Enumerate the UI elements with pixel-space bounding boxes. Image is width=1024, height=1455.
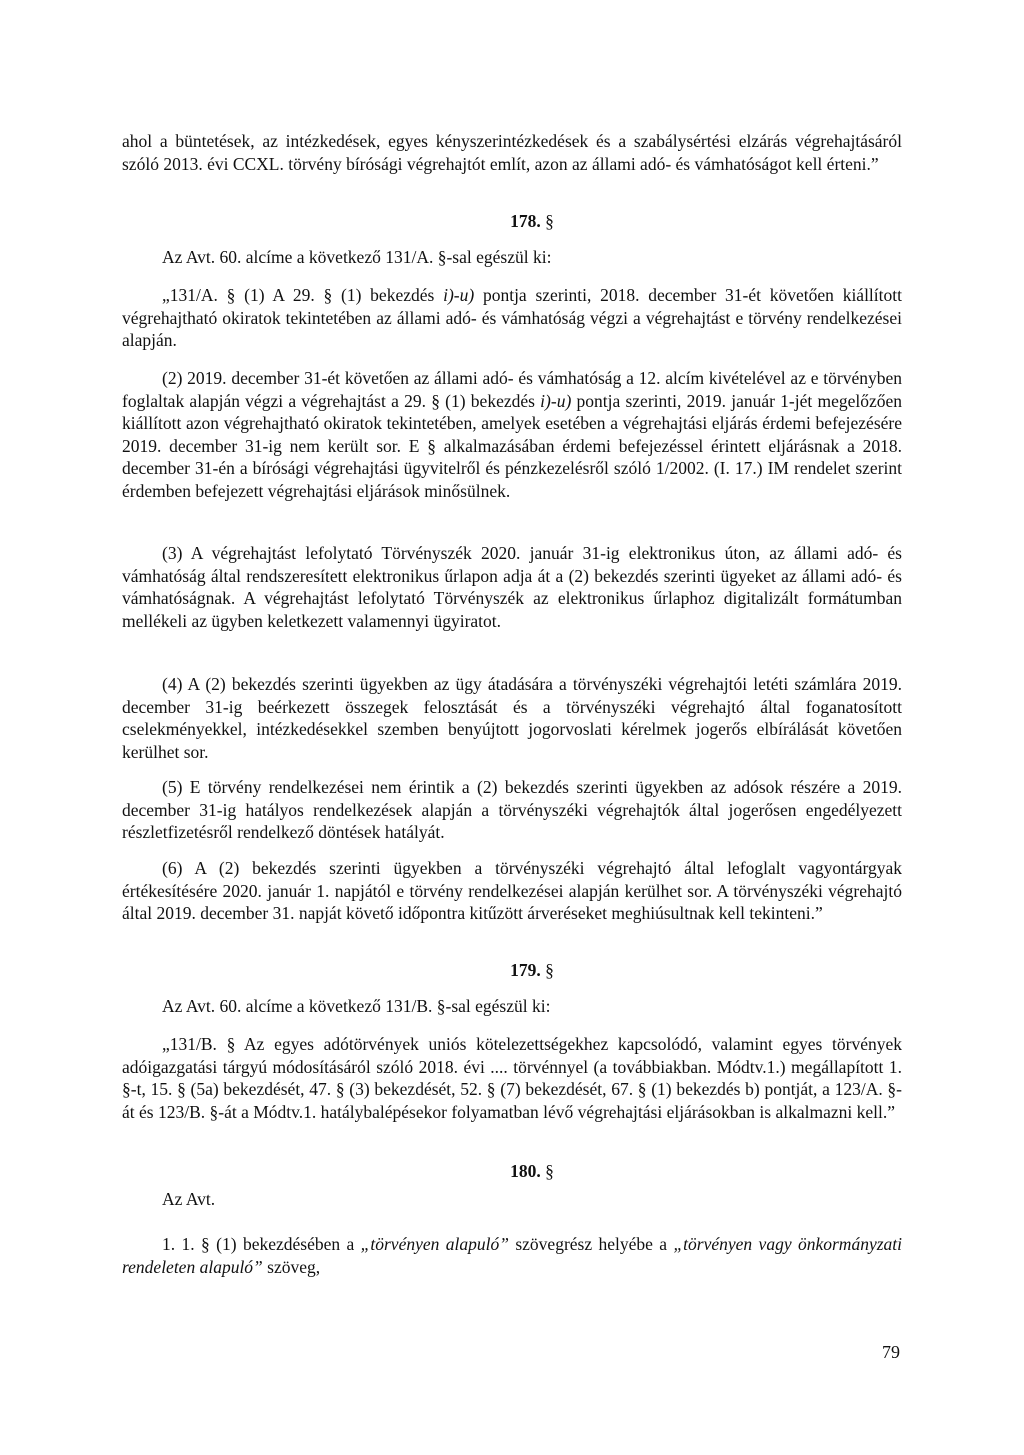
paragraph-131a-1 <box>122 284 902 352</box>
text: 1. 1. § (1) bekezdésében a <box>162 1234 361 1254</box>
italic-text: „törvényen vagy önkormányzati rendeleten alapuló” <box>122 1234 902 1277</box>
paragraph-131a-3: (3) A végrehajtást lefolytató Törvényszék 2020. január 31-ig elektronikus úton, az állami adó- és vámhatóság által rendszeresített elektronikus űrlapon adja át a (2) bekezdés szerinti ügyeket az állami adó- és vámhatóságnak. A végrehajtást lefolytató Törvényszék az elektronikus űrlaphoz digitalizált formátumban mellékeli az ügyben keletkezett valamennyi ügyiratot. <box>122 543 902 631</box>
italic-text: i)-u) <box>443 285 475 305</box>
page-number: 79 <box>882 1342 900 1362</box>
italic-text: i)-u) <box>540 390 572 411</box>
text: szövegrész helyébe a <box>508 1234 674 1254</box>
text: szöveg, <box>262 1256 321 1277</box>
text: „131/A. § (1) A 29. § (1) bekezdés <box>162 285 444 305</box>
paragraph-131a-5: (5) E törvény rendelkezései nem érintik a (2) bekezdés szerinti ügyekben az adósok részére a 2019. december 31-ig hatályos rendelkezések alapján a törvényszéki végrehajtók által jogerősen engedélyezett részletfizetésről rendelkező döntések hatályát. <box>122 777 902 843</box>
section-180-heading <box>0 1161 1024 1182</box>
text: (2) 2019. december 31-ét követően az állami adó- és vámhatóság a 12. alcím kivételével az e törvényben foglaltak alapján végzi a végrehajtást a 29. § (1) bekezdés <box>122 368 902 411</box>
section-178-heading <box>0 211 1024 232</box>
section-179-intro: Az Avt. 60. alcíme a következő 131/B. §-sal egészül ki: <box>162 996 551 1016</box>
section-number: 179. <box>510 960 541 980</box>
section-sign: § <box>545 960 554 980</box>
section-178-intro: Az Avt. 60. alcíme a következő 131/A. §-sal egészül ki: <box>162 247 552 267</box>
paragraph-131b: „131/B. § Az egyes adótörvények uniós kötelezettségekhez kapcsolódó, valamint egyes törvények adóigazgatási tárgyú módosításáról szóló 2018. évi .... törvénnyel (a továbbiakban. Módtv.1.) megállapított 1. §-t, 15. § (5a) bekezdését, 47. § (3) bekezdését, 52. § (7) bekezdését, 67. § (1) bekezdés b) pontját, a 123/A. §-át és 123/B. §-át a Módtv.1. hatálybalépésekor folyamatban lévő végrehajtási eljárásokban is alkalmazni kell.” <box>122 1034 902 1122</box>
section-179-heading <box>0 960 1024 981</box>
italic-text: „törvényen alapuló” <box>360 1234 509 1254</box>
section-180-intro: Az Avt. <box>162 1189 216 1209</box>
text: pontja szerinti, 2019. január 1-jét megelőzően kiállított azon végrehajtható okiratok tekintetében, amelyek esetében a végrehajtási eljárás érdemi befejezésére 2019. december 31-ig nem került sor. E § alkalmazásában érdemi befejezéssel érintett eljárásnak a 2018. december 31-én a bírósági végrehajtási ügyvitelről és pénzkezelésről szóló 1/2002. (I. 17.) IM rendelet szerint érdemben befejezett végrehajtási eljárások minősülnek. <box>122 390 903 501</box>
paragraph-131a-2 <box>122 367 902 503</box>
paragraph-intro: ahol a büntetések, az intézkedések, egyes kényszerintézkedések és a szabálysértési elzárás végrehajtásáról szóló 2013. évi CCXL. törvény bírósági végrehajtót említ, azon az állami adó- és vámhatóságot kell érteni.” <box>122 131 902 174</box>
section-sign: § <box>545 1161 554 1181</box>
section-number: 178. <box>510 211 541 231</box>
section-sign: § <box>545 211 554 231</box>
paragraph-131a-4: (4) A (2) bekezdés szerinti ügyekben az ügy átadására a törvényszéki végrehajtói letéti számlára 2019. december 31-ig beérkezett összegek felosztását és a törvényszéki végrehajtó által foganatosított cselekményekkel, intézkedésekkel szemben benyújtott jogorvoslati kérelmek jogerős elbírálását követően kerülhet sor. <box>122 674 902 762</box>
list-item-1 <box>122 1233 902 1278</box>
text: pontja szerinti, 2018. december 31-ét követően kiállított végrehajtható okiratok tekintetében az állami adó- és vámhatóság végzi a végrehajtást e törvény rendelkezései alapján. <box>122 285 902 351</box>
section-number: 180. <box>510 1161 541 1181</box>
paragraph-131a-6: (6) A (2) bekezdés szerinti ügyekben a törvényszéki végrehajtó által lefoglalt vagyontárgyak értékesítésére 2020. január 1. napjától e törvény rendelkezései alapján kerülhet sor. A törvényszéki végrehajtó által 2019. december 31. napját követő időpontra kitűzött árveréseket meghiúsultnak kell tekinteni.” <box>122 858 902 924</box>
